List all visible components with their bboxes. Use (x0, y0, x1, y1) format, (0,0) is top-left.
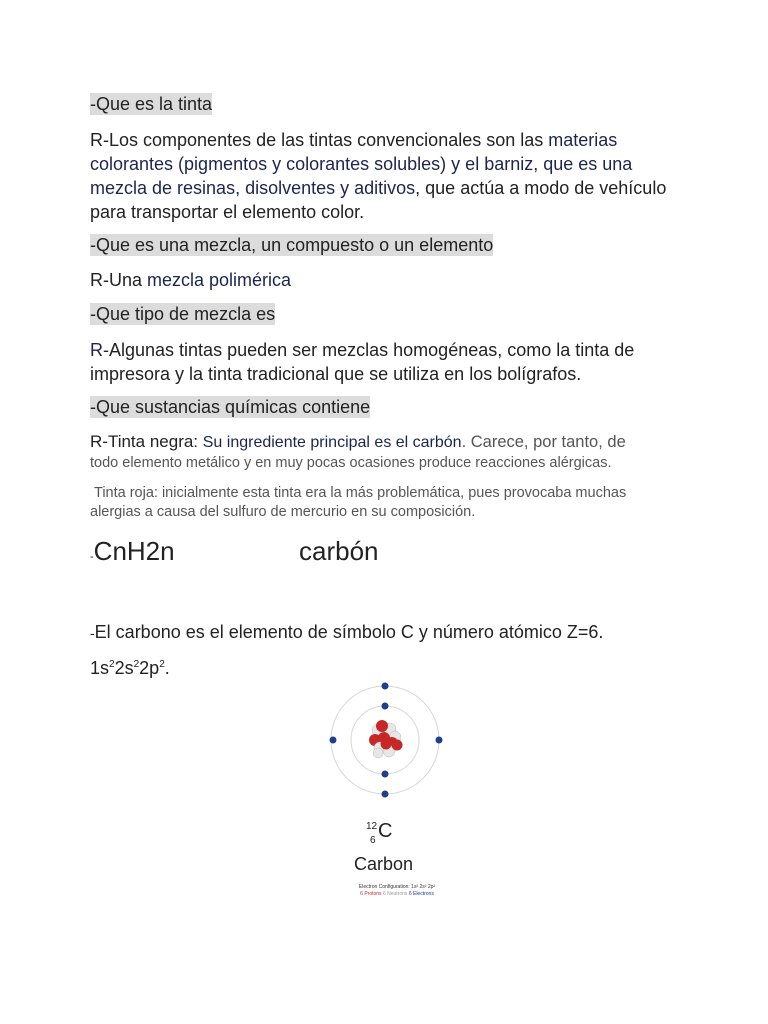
mass-number: 12 (366, 821, 378, 832)
electron-5 (382, 771, 389, 778)
answer-4-prefix: R-Tinta negra: (90, 432, 203, 451)
answer-1-highlight: materias colorantes (pigmentos y colorantes solubles) y el barniz, que es una mezcla de resinas, disolventes y aditivos (90, 130, 633, 198)
answer-1 (90, 128, 680, 224)
legend-electrons: 6 Electrons (408, 891, 434, 897)
legend-neutrons: 6 Neutrons (382, 891, 408, 897)
answer-5 (90, 484, 670, 522)
config-1s-exp: 2 (109, 659, 115, 670)
question-3 (90, 304, 275, 325)
element-text: El carbono es el elemento de símbolo C y número atómico Z=6. (94, 622, 604, 642)
answer-4-main: Su ingrediente principal es el carbón (202, 434, 462, 451)
symbol-letter: C (378, 820, 393, 842)
legend-config: Electron Configuration: 1s² 2s² 2p² (358, 884, 436, 890)
answer-2-prefix: R-Una (90, 270, 148, 290)
question-2-text: -Que es una mezcla, un compuesto o un elemento (90, 235, 494, 255)
answer-4-rest: . Carece, por tanto, de (461, 433, 626, 451)
config-1s: 1s (90, 658, 110, 678)
answer-1-intro: R-Los componentes de las tintas convencionales son las (90, 130, 549, 150)
element-line (90, 622, 603, 643)
electron-3 (330, 737, 337, 744)
config-2s: 2s (114, 658, 134, 678)
question-4 (90, 397, 370, 418)
question-1-text: -Que es la tinta (90, 94, 213, 114)
config-2p-exp: 2 (159, 659, 165, 670)
electron-4 (436, 737, 443, 744)
answer-3 (90, 338, 680, 386)
answer-1-end: , que actúa a modo de vehículo para transportar el elemento color. (90, 178, 667, 222)
config-end: . (164, 658, 170, 678)
electron-config (90, 658, 170, 679)
answer-4-line-2 (90, 455, 611, 471)
electron-6 (382, 791, 389, 798)
config-2p: 2p (139, 658, 160, 678)
diagram-legend (342, 884, 452, 898)
formula-dash: - (90, 551, 94, 563)
answer-4-line-1 (90, 432, 626, 452)
carbon-atom-diagram (320, 675, 450, 810)
answer-5-text: Tinta roja: inicialmente esta tinta era la más problemática, pues provocaba muchas alergias a causa del sulfuro de mercurio en su composición. (90, 485, 627, 520)
question-1 (90, 94, 212, 115)
question-3-text: -Que tipo de mezcla es (90, 304, 276, 324)
electron-2 (382, 703, 389, 710)
electron-1 (382, 683, 389, 690)
formula-line (90, 536, 175, 567)
answer-2 (90, 270, 291, 291)
answer-3-prefix: R- (90, 340, 109, 360)
answer-4-rest-2: todo elemento metálico y en muy pocas ocasiones produce reacciones alérgicas. (90, 455, 612, 471)
nucleus (369, 720, 403, 758)
answer-3-text: Algunas tintas pueden ser mezclas homogéneas, como la tinta de impresora y la tinta tradicional que se utiliza en los bolígrafos. (90, 340, 635, 384)
legend-protons: 6 Protons (360, 891, 382, 897)
config-2s-exp: 2 (133, 659, 140, 670)
answer-2-term: mezcla polimérica (147, 270, 292, 290)
formula-name: carbón (299, 536, 379, 566)
formula-text: CnH2n (93, 536, 175, 566)
question-2 (90, 235, 493, 256)
atomic-number: 6 (370, 835, 376, 846)
question-4-text: -Que sustancias químicas contiene (90, 397, 371, 417)
element-name: Carbon (354, 854, 414, 874)
element-dash: - (90, 625, 95, 641)
